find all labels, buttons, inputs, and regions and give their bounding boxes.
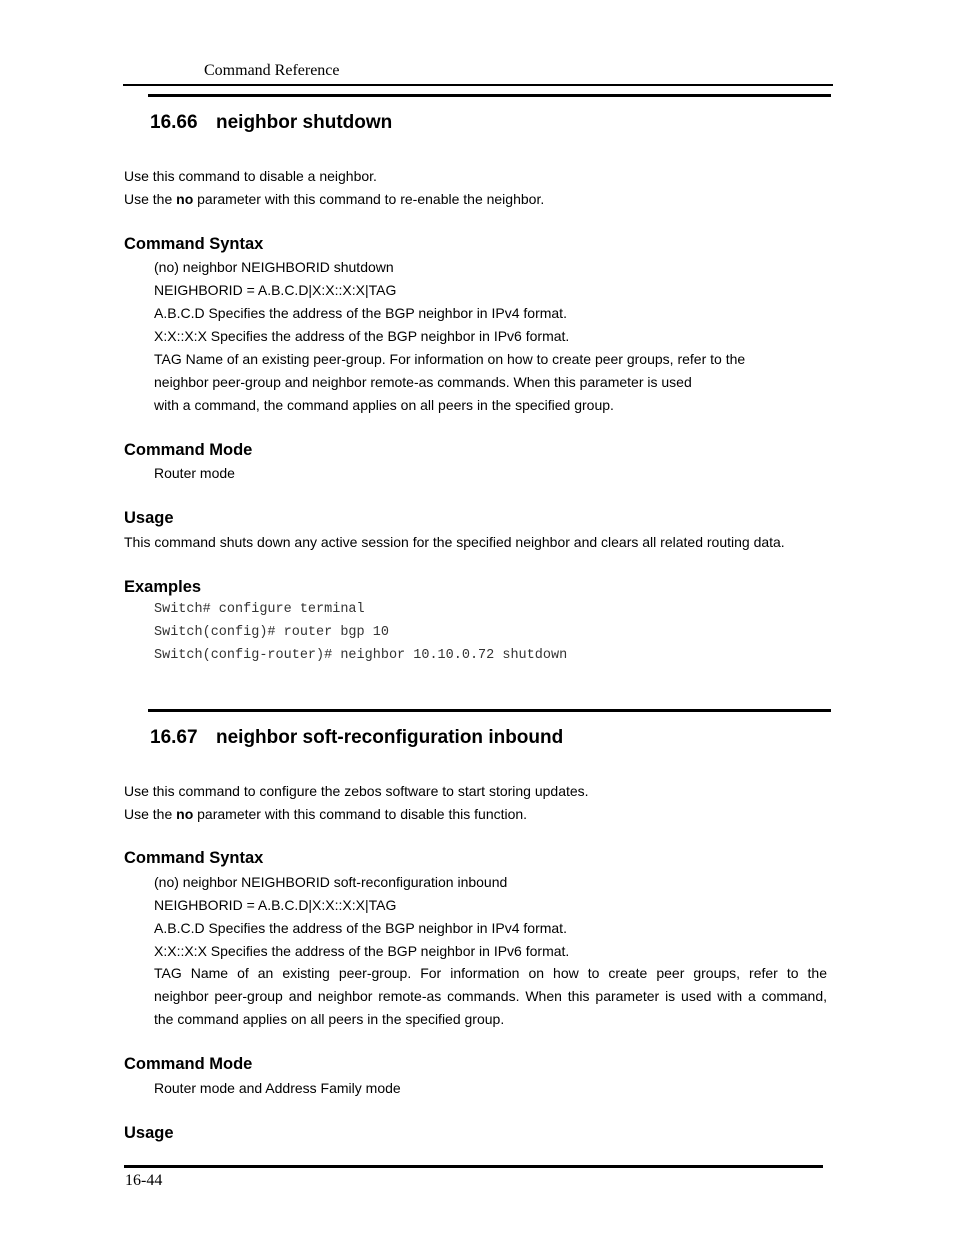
usage-text: This command shuts down any active session for the specified neighbor and clears all related routing data.: [124, 534, 785, 550]
syntax-line: A.B.C.D Specifies the address of the BGP neighbor in IPv4 format.: [154, 920, 567, 936]
syntax-line: A.B.C.D Specifies the address of the BGP neighbor in IPv4 format.: [154, 305, 567, 321]
footer-rule: [124, 1165, 823, 1168]
intro-text: parameter with this command to re-enable the neighbor.: [193, 191, 545, 207]
example-line: Switch# configure terminal: [154, 602, 365, 617]
command-syntax-heading: Command Syntax: [124, 235, 264, 253]
usage-heading: Usage: [124, 1124, 174, 1142]
section-number: 16.67: [150, 727, 198, 748]
example-line: Switch(config)# router bgp 10: [154, 625, 389, 640]
intro-line-1: Use this command to disable a neighbor.: [124, 168, 377, 184]
syntax-line: NEIGHBORID = A.B.C.D|X:X::X:X|TAG: [154, 897, 397, 913]
usage-heading: Usage: [124, 509, 174, 527]
section-title: neighbor soft-reconfiguration inbound: [216, 727, 564, 748]
intro-line-2: [124, 191, 544, 207]
intro-keyword-no: no: [176, 806, 194, 822]
syntax-line: X:X::X:X Specifies the address of the BGP neighbor in IPv6 format.: [154, 328, 570, 344]
command-syntax-heading: Command Syntax: [124, 849, 264, 867]
syntax-line: neighbor peer-group and neighbor remote-as commands. When this parameter is used with a command,: [154, 988, 827, 1004]
syntax-line: TAG Name of an existing peer-group. For information on how to create peer groups, refer to the: [154, 965, 827, 981]
section-heading-16-67: [150, 727, 563, 749]
syntax-line: with a command, the command applies on all peers in the specified group.: [154, 397, 614, 413]
section-number: 16.66: [150, 112, 198, 133]
example-line: Switch(config-router)# neighbor 10.10.0.72 shutdown: [154, 648, 568, 663]
intro-line-1: Use this command to configure the zebos software to start storing updates.: [124, 783, 589, 799]
command-mode-heading: Command Mode: [124, 1055, 253, 1073]
running-header: Command Reference: [204, 62, 340, 79]
syntax-line: neighbor peer-group and neighbor remote-as commands. When this parameter is used: [154, 374, 692, 390]
syntax-line: the command applies on all peers in the specified group.: [154, 1011, 505, 1027]
syntax-line: (no) neighbor NEIGHBORID soft-reconfiguration inbound: [154, 874, 508, 890]
intro-line-2: [124, 806, 527, 822]
page-number: 16-44: [125, 1172, 163, 1189]
header-rule: [123, 84, 833, 86]
section-rule-2: [148, 709, 831, 712]
syntax-line: NEIGHBORID = A.B.C.D|X:X::X:X|TAG: [154, 282, 397, 298]
intro-text: parameter with this command to disable this function.: [193, 806, 528, 822]
section-rule-1: [148, 94, 831, 97]
syntax-line: (no) neighbor NEIGHBORID shutdown: [154, 259, 394, 275]
intro-keyword-no: no: [176, 191, 194, 207]
command-mode-text: Router mode: [154, 465, 235, 481]
section-title: neighbor shutdown: [216, 112, 393, 133]
intro-text: Use the: [124, 806, 177, 822]
intro-text: Use the: [124, 191, 177, 207]
section-heading-16-66: [150, 112, 392, 134]
syntax-line: TAG Name of an existing peer-group. For information on how to create peer groups, refer to the: [154, 351, 746, 367]
command-mode-heading: Command Mode: [124, 441, 253, 459]
command-mode-text: Router mode and Address Family mode: [154, 1080, 401, 1096]
examples-heading: Examples: [124, 578, 202, 596]
syntax-line: X:X::X:X Specifies the address of the BGP neighbor in IPv6 format.: [154, 943, 570, 959]
